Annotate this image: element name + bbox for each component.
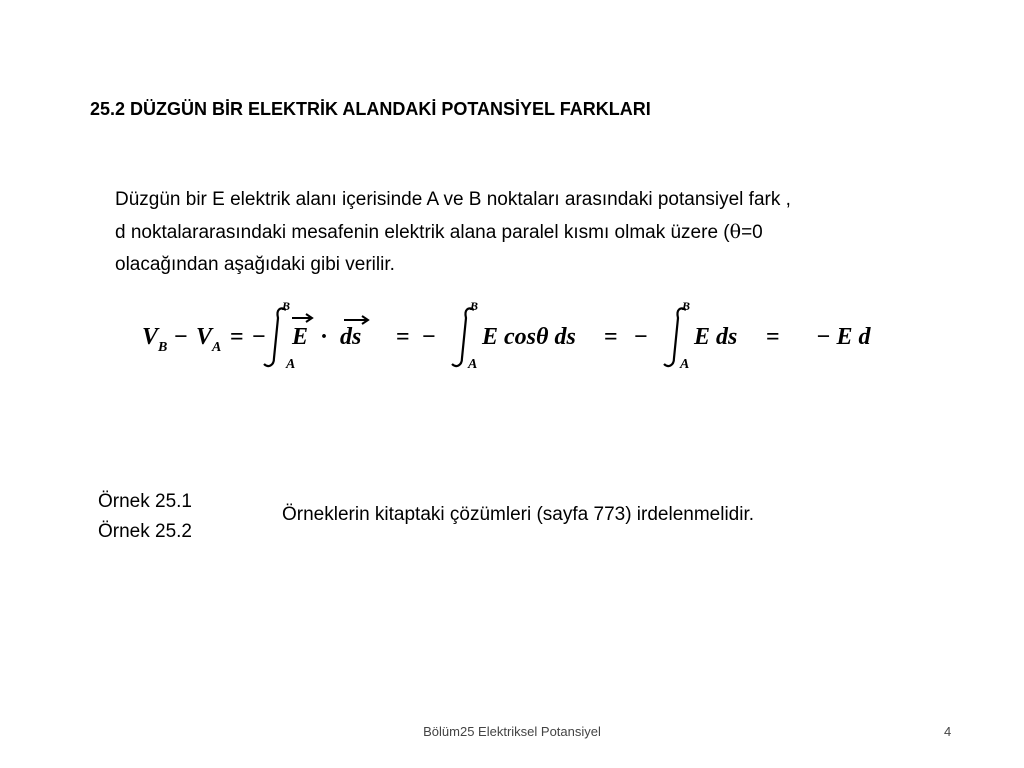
eq-va: V <box>196 324 213 350</box>
int1-upper-limit: B <box>282 299 291 313</box>
eq-equals-3: = <box>604 324 618 350</box>
integral-sign-1 <box>264 308 286 366</box>
example-list <box>98 487 192 547</box>
intro-line-2-end: =0 <box>741 222 763 243</box>
eq-e-cos-theta-ds: E cosθ ds <box>482 324 576 350</box>
eq-equals-4: = <box>766 324 780 350</box>
solutions-note: Örneklerin kitaptaki çözümleri (sayfa 773) irdelenmelidir. <box>282 504 755 525</box>
footer-chapter: Bölüm25 Elektriksel Potansiyel <box>423 724 601 739</box>
intro-line-2-text: d noktalararasındaki mesafenin elektrik alana paralel kısmı olmak üzere ( <box>115 222 730 243</box>
eq-equals-2: = <box>396 324 410 350</box>
intro-line-1: Düzgün bir E elektrik alanı içerisinde A ve B noktaları arasındaki potansiyel fark , <box>115 189 791 210</box>
int1-lower-limit: A <box>286 357 296 372</box>
eq-minus-3: − <box>422 324 436 350</box>
potential-difference-equation <box>140 298 900 378</box>
eq-equals-1: = <box>230 324 244 350</box>
eq-vector-ds: ds <box>340 324 362 350</box>
example-item: Örnek 25.2 <box>98 521 192 542</box>
intro-line-2 <box>115 216 965 249</box>
example-item: Örnek 25.1 <box>98 491 192 512</box>
eq-e-ds: E ds <box>694 324 738 350</box>
eq-vb: V <box>142 324 159 350</box>
eq-vb-subscript: B <box>158 340 168 355</box>
eq-minus-4: − <box>634 324 648 350</box>
theta-symbol: θ <box>729 221 742 243</box>
intro-line-3: olacağından aşağıdaki gibi verilir. <box>115 254 395 275</box>
int3-lower-limit: A <box>680 357 690 372</box>
int2-lower-limit: A <box>468 357 478 372</box>
int2-upper-limit: B <box>470 299 479 313</box>
eq-vector-e: E <box>292 324 309 350</box>
eq-result: − E d <box>816 324 871 350</box>
int3-upper-limit: B <box>682 299 691 313</box>
eq-dot: · <box>320 324 329 350</box>
intro-paragraph <box>115 184 965 281</box>
page-number: 4 <box>944 724 952 739</box>
eq-minus-2: − <box>252 324 266 350</box>
eq-va-subscript: A <box>212 340 222 355</box>
eq-minus-1: − <box>174 324 188 350</box>
slide-title: 25.2 DÜZGÜN BİR ELEKTRİK ALANDAKİ POTANSİYEL FARKLARI <box>90 99 651 119</box>
